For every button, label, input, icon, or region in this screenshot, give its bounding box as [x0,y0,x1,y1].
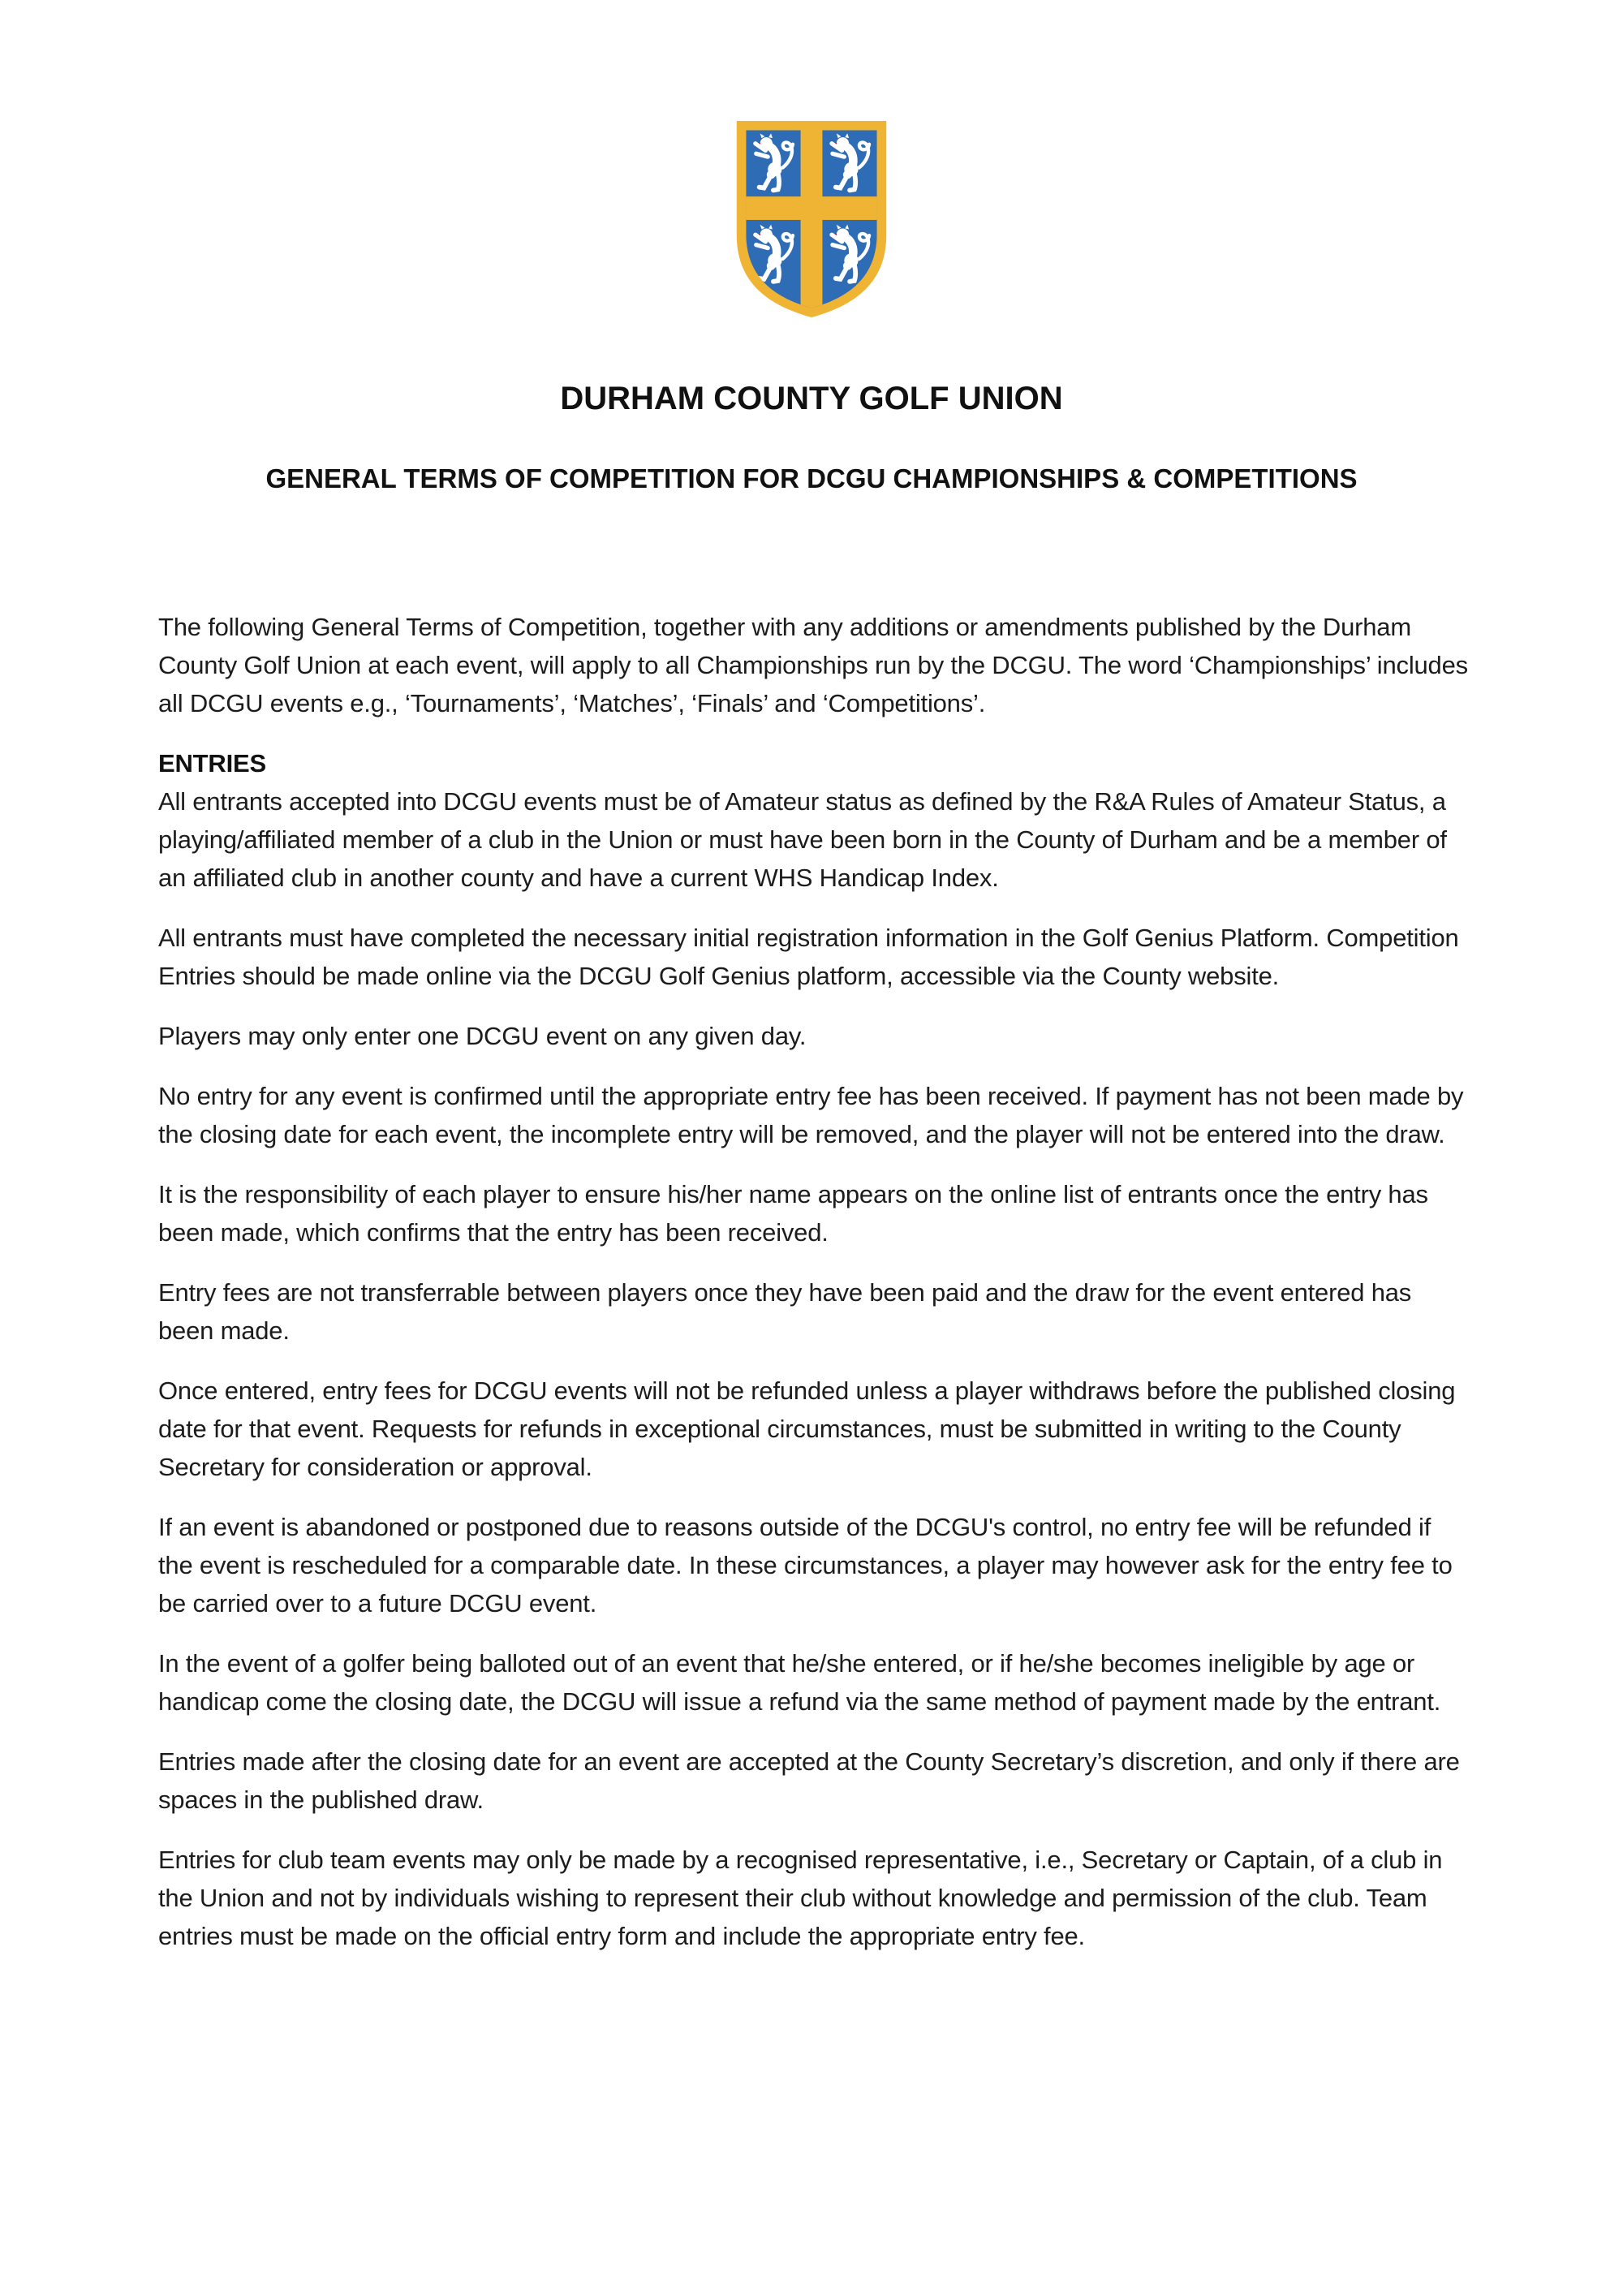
body-paragraph: It is the responsibility of each player to ensure his/her name appears on the online list of entrants once the entry has been made, which confirms that the entry has been received. [158,1180,1428,1247]
page-title: DURHAM COUNTY GOLF UNION [560,381,1063,416]
shield-field [746,130,876,309]
body-paragraph: Players may only enter one DCGU event on any given day. [158,1022,807,1050]
section-heading-entries: ENTRIES [158,749,266,778]
body-paragraph: Entries made after the closing date for an event are accepted at the County Secretary’s discretion, and only if there are spaces in the published draw. [158,1747,1460,1814]
body-paragraph: If an event is abandoned or postponed due to reasons outside of the DCGU's control, no entry fee will be refunded if the event is rescheduled for a comparable date. In these circumstances, a player may however ask for the entry fee to be carried over to a future DCGU event. [158,1513,1453,1618]
body-paragraph: In the event of a golfer being balloted out of an event that he/she entered, or if he/she becomes ineligible by age or handicap come the closing date, the DCGU will issue a refund via the same method of payment made by the entrant. [158,1649,1441,1716]
body-paragraph: All entrants accepted into DCGU events must be of Amateur status as defined by the R&A Rules of Amateur Status, a playing/affiliated member of a club in the Union or must have been born in the County of Durham and be a member of an affiliated club in another county and have a current WHS Handicap Index. [158,787,1447,892]
intro-paragraph: The following General Terms of Competition, together with any additions or amendments published by the Durham County Golf Union at each event, will apply to all Championships run by the DCGU. The word ‘Championships’ includes all DCGU events e.g., ‘Tournaments’, ‘Matches’, ‘Finals’ and ‘Competitions’. [158,613,1468,717]
body-paragraph: No entry for any event is confirmed until the appropriate entry fee has been received. If payment has not been made by the closing date for each event, the incomplete entry will be removed, and the player will not be entered into the draw. [158,1082,1464,1148]
cross-horizontal-bar [746,196,876,220]
page-subtitle: GENERAL TERMS OF COMPETITION FOR DCGU CHAMPIONSHIPS & COMPETITIONS [265,463,1358,493]
document-body [158,608,1469,1955]
body-paragraph: Entries for club team events may only be made by a recognised representative, i.e., Secretary or Captain, of a club in the Union and not by individuals wishing to represent their club without knowledge and permission of the club. Team entries must be made on the official entry form and include the appropriate entry fee. [158,1846,1443,1950]
body-paragraph: All entrants must have completed the necessary initial registration information in the Golf Genius Platform. Competition Entries should be made online via the DCGU Golf Genius platform, accessible via the County website. [158,924,1459,990]
durham-county-crest-logo [732,116,891,322]
body-paragraph: Entry fees are not transferrable between players once they have been paid and the draw for the event entered has been made. [158,1278,1412,1345]
entries-paragraph-list [158,782,1469,1955]
body-paragraph: Once entered, entry fees for DCGU events will not be refunded unless a player withdraws before the published closing date for that event. Requests for refunds in exceptional circumstances, must be submitted in writing to the County Secretary for consideration or approval. [158,1376,1456,1481]
